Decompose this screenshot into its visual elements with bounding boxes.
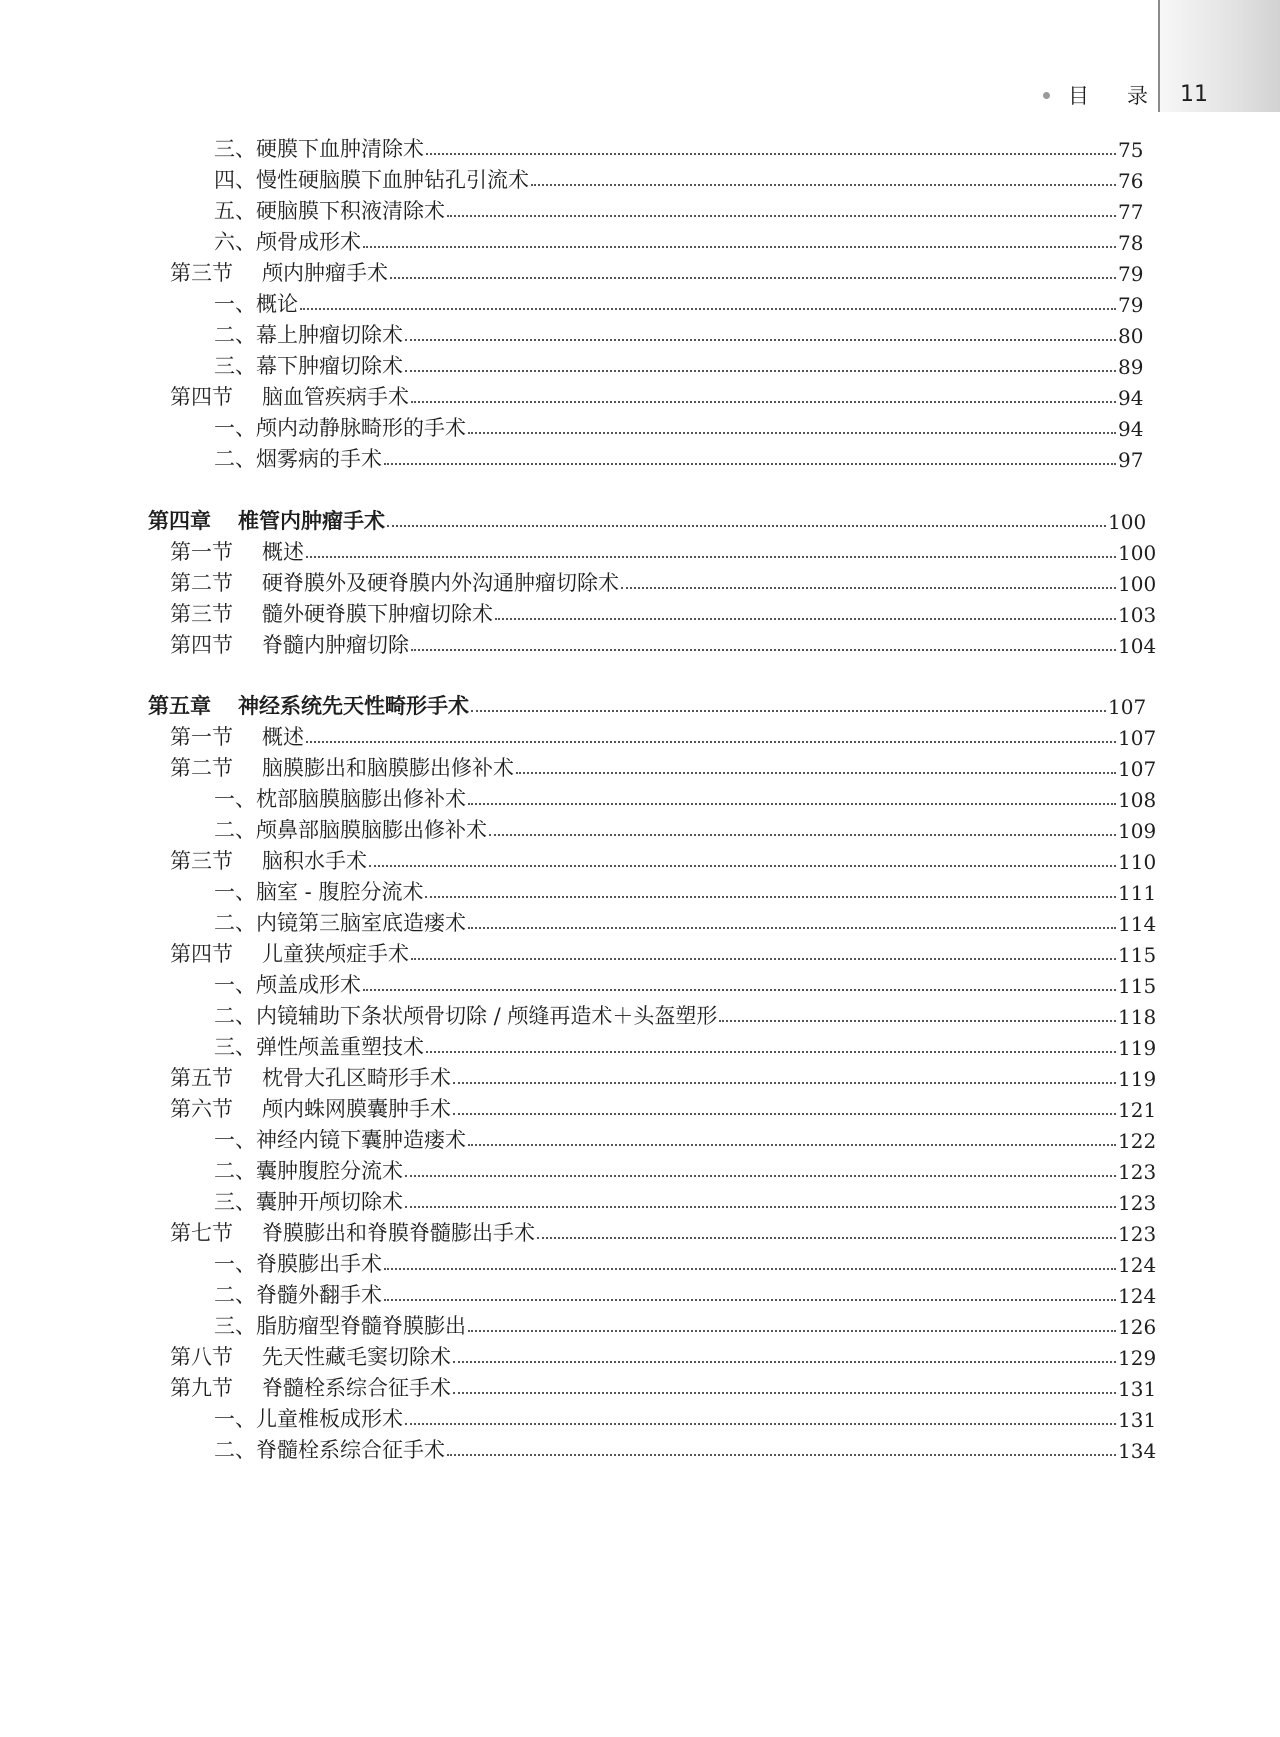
- toc-page-number: 107: [1108, 695, 1147, 719]
- toc-leader-dots: [531, 184, 1116, 186]
- toc-leader-dots: [447, 1454, 1116, 1456]
- toc-page-number: 108: [1118, 788, 1157, 812]
- toc-entry-title: 枕部脑膜脑膨出修补术: [256, 787, 466, 811]
- toc-page-number: 97: [1118, 448, 1144, 472]
- toc-entry-title: 颅内肿瘤手术: [262, 261, 388, 285]
- toc-entry-title: 先天性藏毛窦切除术: [262, 1345, 451, 1369]
- toc-entry-number: 四、: [214, 168, 256, 192]
- toc-entry-title: 脑血管疾病手术: [262, 385, 409, 409]
- toc-entry-number: 二、: [214, 1004, 256, 1028]
- toc-entry-title: 髓外硬脊膜下肿瘤切除术: [262, 602, 493, 626]
- toc-item-row[interactable]: [214, 219, 1160, 253]
- toc-page-number: 107: [1118, 726, 1157, 750]
- toc-entry-title: 内镜第三脑室底造瘘术: [256, 911, 466, 935]
- toc-entry-number: 第八节: [170, 1345, 233, 1369]
- toc-leader-dots: [387, 525, 1106, 527]
- toc-entry-number: 第一节: [170, 725, 233, 749]
- toc-page-number: 94: [1118, 417, 1144, 441]
- toc-entry-number: 三、: [214, 354, 256, 378]
- toc-page-number: 129: [1118, 1346, 1157, 1370]
- toc-entry-number: 一、: [214, 1128, 256, 1152]
- toc-entry-number: 三、: [214, 1314, 256, 1338]
- toc-entry-title: 概述: [262, 540, 304, 564]
- toc-page-number: 100: [1118, 541, 1157, 565]
- toc-page-number: 115: [1118, 943, 1157, 967]
- toc-entry-number: 六、: [214, 230, 256, 254]
- toc-section-row[interactable]: [170, 745, 1160, 779]
- toc-page-number: 134: [1118, 1439, 1157, 1463]
- toc-entry-title: 硬脊膜外及硬脊膜内外沟通肿瘤切除术: [262, 571, 619, 595]
- toc-entry-number: 二、: [214, 447, 256, 471]
- toc-leader-dots: [384, 1299, 1116, 1301]
- toc-item-row[interactable]: [214, 188, 1160, 222]
- toc-entry-number: 一、: [214, 787, 256, 811]
- toc-entry-number: 一、: [214, 880, 256, 904]
- toc-leader-dots: [468, 432, 1116, 434]
- toc-section-row[interactable]: [170, 1210, 1160, 1244]
- toc-section-row[interactable]: [170, 931, 1160, 965]
- toc-item-row[interactable]: [214, 1179, 1160, 1213]
- toc-leader-dots: [405, 1423, 1116, 1425]
- toc-leader-dots: [405, 370, 1116, 372]
- toc-entry-label: [214, 1440, 445, 1461]
- toc-item-row[interactable]: [214, 1272, 1160, 1306]
- toc-entry-number: 一、: [214, 292, 256, 316]
- toc-page-number: 118: [1118, 1005, 1157, 1029]
- toc-entry-number: 二、: [214, 1283, 256, 1307]
- toc-leader-dots: [489, 834, 1116, 836]
- toc-page-number: 109: [1118, 819, 1157, 843]
- toc-leader-dots: [719, 1020, 1116, 1022]
- toc-page-number: 103: [1118, 603, 1157, 627]
- toc-entry-title: 颅内蛛网膜囊肿手术: [262, 1097, 451, 1121]
- toc-entry-number: 第三节: [170, 602, 233, 626]
- toc-page-number: 115: [1118, 974, 1157, 998]
- toc-entry-number: 二、: [214, 323, 256, 347]
- toc-entry-title: 弹性颅盖重塑技术: [256, 1035, 424, 1059]
- toc-item-row[interactable]: [214, 1303, 1160, 1337]
- toc-page-number: 80: [1118, 324, 1144, 348]
- toc-leader-dots: [447, 215, 1116, 217]
- toc-leader-dots: [390, 277, 1116, 279]
- toc-leader-dots: [468, 1330, 1116, 1332]
- toc-entry-label: [214, 449, 382, 470]
- toc-leader-dots: [369, 865, 1116, 867]
- toc-leader-dots: [300, 308, 1116, 310]
- toc-entry-number: 二、: [214, 911, 256, 935]
- toc-leader-dots: [453, 1361, 1116, 1363]
- toc-entry-title: 概述: [262, 725, 304, 749]
- toc-entry-title: 慢性硬脑膜下血肿钻孔引流术: [256, 168, 529, 192]
- toc-entry-number: 一、: [214, 1252, 256, 1276]
- toc-entry-title: 幕上肿瘤切除术: [256, 323, 403, 347]
- toc-page-number: 76: [1118, 169, 1144, 193]
- toc-leader-dots: [468, 803, 1116, 805]
- toc-section-row[interactable]: [170, 591, 1160, 625]
- toc-section-row[interactable]: [170, 622, 1160, 656]
- header-title-char-2: 录: [1127, 84, 1148, 108]
- toc-entry-label: [170, 635, 409, 656]
- toc-leader-dots: [468, 927, 1116, 929]
- toc-leader-dots: [425, 896, 1116, 898]
- header-title-char-1: 目: [1068, 84, 1089, 108]
- toc-entry-number: 二、: [214, 818, 256, 842]
- toc-leader-dots: [426, 1051, 1116, 1053]
- toc-chapter-row[interactable]: [148, 683, 1160, 717]
- toc-leader-dots: [453, 1082, 1116, 1084]
- toc-item-row[interactable]: [214, 1427, 1160, 1461]
- toc-entry-number: 一、: [214, 973, 256, 997]
- toc-page-number: 121: [1118, 1098, 1157, 1122]
- toc-item-row[interactable]: [214, 900, 1160, 934]
- toc-page-number: 131: [1118, 1408, 1157, 1432]
- toc-page-number: 119: [1118, 1067, 1157, 1091]
- toc-leader-dots: [306, 556, 1116, 558]
- toc-leader-dots: [405, 1206, 1116, 1208]
- toc-leader-dots: [426, 153, 1116, 155]
- toc-page-number: 124: [1118, 1284, 1157, 1308]
- toc-page-number: 79: [1118, 293, 1144, 317]
- toc-page-number: 100: [1108, 510, 1147, 534]
- toc-entry-number: 第三节: [170, 849, 233, 873]
- toc-page-number: 123: [1118, 1160, 1157, 1184]
- toc-entry-title: 神经系统先天性畸形手术: [238, 694, 469, 718]
- toc-item-row[interactable]: [214, 436, 1160, 470]
- toc-entry-title: 囊肿腹腔分流术: [256, 1159, 403, 1183]
- toc-entry-number: 第二节: [170, 571, 233, 595]
- toc-page-number: 104: [1118, 634, 1157, 658]
- toc-page-number: 126: [1118, 1315, 1157, 1339]
- toc-page-number: 110: [1118, 850, 1157, 874]
- toc-leader-dots: [411, 649, 1116, 651]
- toc-entry-title: 儿童椎板成形术: [256, 1407, 403, 1431]
- toc-page-number: 79: [1118, 262, 1144, 286]
- toc-entry-title: 脑膜膨出和脑膜膨出修补术: [262, 756, 514, 780]
- toc-leader-dots: [405, 339, 1116, 341]
- toc-section-row[interactable]: [170, 1334, 1160, 1368]
- toc-page-number: 122: [1118, 1129, 1157, 1153]
- toc-entry-number: 三、: [214, 1035, 256, 1059]
- toc-entry-title: 脊髓栓系综合征手术: [262, 1376, 451, 1400]
- toc-section-row[interactable]: [170, 1055, 1160, 1089]
- toc-entry-number: 第九节: [170, 1376, 233, 1400]
- toc-entry-number: 二、: [214, 1159, 256, 1183]
- toc-entry-number: 第三节: [170, 261, 233, 285]
- toc-item-row[interactable]: [214, 807, 1160, 841]
- toc-section-row[interactable]: [170, 560, 1160, 594]
- toc-item-row[interactable]: [214, 157, 1160, 191]
- toc-item-row[interactable]: [214, 1396, 1160, 1430]
- toc-page-number: 75: [1118, 138, 1144, 162]
- toc-entry-title: 脊髓外翻手术: [256, 1283, 382, 1307]
- toc-leader-dots: [471, 710, 1106, 712]
- toc-entry-title: 硬膜下血肿清除术: [256, 137, 424, 161]
- toc-item-row[interactable]: [214, 1024, 1160, 1058]
- toc-entry-title: 脊髓栓系综合征手术: [256, 1438, 445, 1462]
- toc-item-row[interactable]: [214, 776, 1160, 810]
- toc-leader-dots: [405, 1175, 1116, 1177]
- toc-page-number: 78: [1118, 231, 1144, 255]
- toc-entry-title: 概论: [256, 292, 298, 316]
- toc-leader-dots: [453, 1392, 1116, 1394]
- toc-page-number: 124: [1118, 1253, 1157, 1277]
- toc-section-row[interactable]: [170, 714, 1160, 748]
- toc-entry-number: 五、: [214, 199, 256, 223]
- toc-page-number: 94: [1118, 386, 1144, 410]
- toc-item-row[interactable]: [214, 281, 1160, 315]
- toc-leader-dots: [363, 989, 1116, 991]
- toc-leader-dots: [411, 401, 1116, 403]
- toc-entry-title: 儿童狭颅症手术: [262, 942, 409, 966]
- toc-item-row[interactable]: [214, 126, 1160, 160]
- toc-leader-dots: [495, 618, 1116, 620]
- toc-page-number: 100: [1118, 572, 1157, 596]
- toc-leader-dots: [537, 1237, 1116, 1239]
- toc-entry-title: 脂肪瘤型脊髓脊膜膨出: [256, 1314, 466, 1338]
- toc-entry-title: 颅骨成形术: [256, 230, 361, 254]
- toc-item-row[interactable]: [214, 1241, 1160, 1275]
- page-number: 11: [1180, 82, 1208, 107]
- toc-item-row[interactable]: [214, 869, 1160, 903]
- toc-entry-title: 椎管内肿瘤手术: [238, 509, 385, 533]
- toc-entry-number: 第五节: [170, 1066, 233, 1090]
- toc-entry-title: 脑积水手术: [262, 849, 367, 873]
- toc-entry-title: 脊髓内肿瘤切除: [262, 633, 409, 657]
- toc-entry-number: 第一节: [170, 540, 233, 564]
- toc-page-number: 123: [1118, 1222, 1157, 1246]
- toc-entry-number: 第四节: [170, 385, 233, 409]
- toc-leader-dots: [363, 246, 1116, 248]
- toc-entry-title: 硬脑膜下积液清除术: [256, 199, 445, 223]
- toc-chapter-row[interactable]: [148, 498, 1160, 532]
- toc-entry-title: 内镜辅助下条状颅骨切除 / 颅缝再造术＋头盔塑形: [256, 1004, 718, 1028]
- toc-item-row[interactable]: [214, 312, 1160, 346]
- toc-entry-title: 脊膜膨出手术: [256, 1252, 382, 1276]
- toc-entry-number: 一、: [214, 416, 256, 440]
- toc-entry-number: 第四节: [170, 942, 233, 966]
- toc-page-number: 119: [1118, 1036, 1157, 1060]
- toc-leader-dots: [516, 772, 1116, 774]
- toc-entry-title: 烟雾病的手术: [256, 447, 382, 471]
- toc-section-row[interactable]: [170, 250, 1160, 284]
- toc-leader-dots: [468, 1144, 1116, 1146]
- toc-leader-dots: [453, 1113, 1116, 1115]
- toc-leader-dots: [384, 463, 1116, 465]
- toc-entry-title: 颅内动静脉畸形的手术: [256, 416, 466, 440]
- toc-page-number: 89: [1118, 355, 1144, 379]
- toc-entry-number: 三、: [214, 1190, 256, 1214]
- toc-entry-number: 第四节: [170, 633, 233, 657]
- toc-leader-dots: [621, 587, 1116, 589]
- toc-entry-title: 脊膜膨出和脊膜脊髓膨出手术: [262, 1221, 535, 1245]
- toc-entry-title: 幕下肿瘤切除术: [256, 354, 403, 378]
- toc-leader-dots: [384, 1268, 1116, 1270]
- toc-item-row[interactable]: [214, 962, 1160, 996]
- toc-item-row[interactable]: [214, 993, 1160, 1027]
- toc-section-row[interactable]: [170, 838, 1160, 872]
- toc-entry-title: 神经内镜下囊肿造瘘术: [256, 1128, 466, 1152]
- toc-page-number: 123: [1118, 1191, 1157, 1215]
- toc-entry-number: 第五章: [148, 694, 211, 718]
- toc-section-row[interactable]: [170, 1365, 1160, 1399]
- toc-section-row[interactable]: [170, 374, 1160, 408]
- toc-entry-number: 二、: [214, 1438, 256, 1462]
- toc-item-row[interactable]: [214, 1117, 1160, 1151]
- toc-entry-number: 第六节: [170, 1097, 233, 1121]
- toc-section-row[interactable]: [170, 529, 1160, 563]
- toc-entry-title: 颅鼻部脑膜脑膨出修补术: [256, 818, 487, 842]
- toc-entry-number: 第二节: [170, 756, 233, 780]
- toc-entry-number: 第四章: [148, 509, 211, 533]
- toc-item-row[interactable]: [214, 1148, 1160, 1182]
- toc-page-number: 131: [1118, 1377, 1157, 1401]
- toc-entry-title: 颅盖成形术: [256, 973, 361, 997]
- toc-item-row[interactable]: [214, 343, 1160, 377]
- toc-entry-title: 脑室 - 腹腔分流术: [256, 880, 424, 904]
- toc-entry-number: 三、: [214, 137, 256, 161]
- toc-leader-dots: [411, 958, 1116, 960]
- toc-leader-dots: [306, 741, 1116, 743]
- toc-page-number: 111: [1118, 881, 1157, 905]
- toc-section-row[interactable]: [170, 1086, 1160, 1120]
- toc-page-number: 107: [1118, 757, 1157, 781]
- toc-entry-title: 枕骨大孔区畸形手术: [262, 1066, 451, 1090]
- toc-entry-number: 一、: [214, 1407, 256, 1431]
- toc-item-row[interactable]: [214, 405, 1160, 439]
- toc-page-number: 114: [1118, 912, 1157, 936]
- toc-entry-number: 第七节: [170, 1221, 233, 1245]
- toc-entry-title: 囊肿开颅切除术: [256, 1190, 403, 1214]
- toc-page-number: 77: [1118, 200, 1144, 224]
